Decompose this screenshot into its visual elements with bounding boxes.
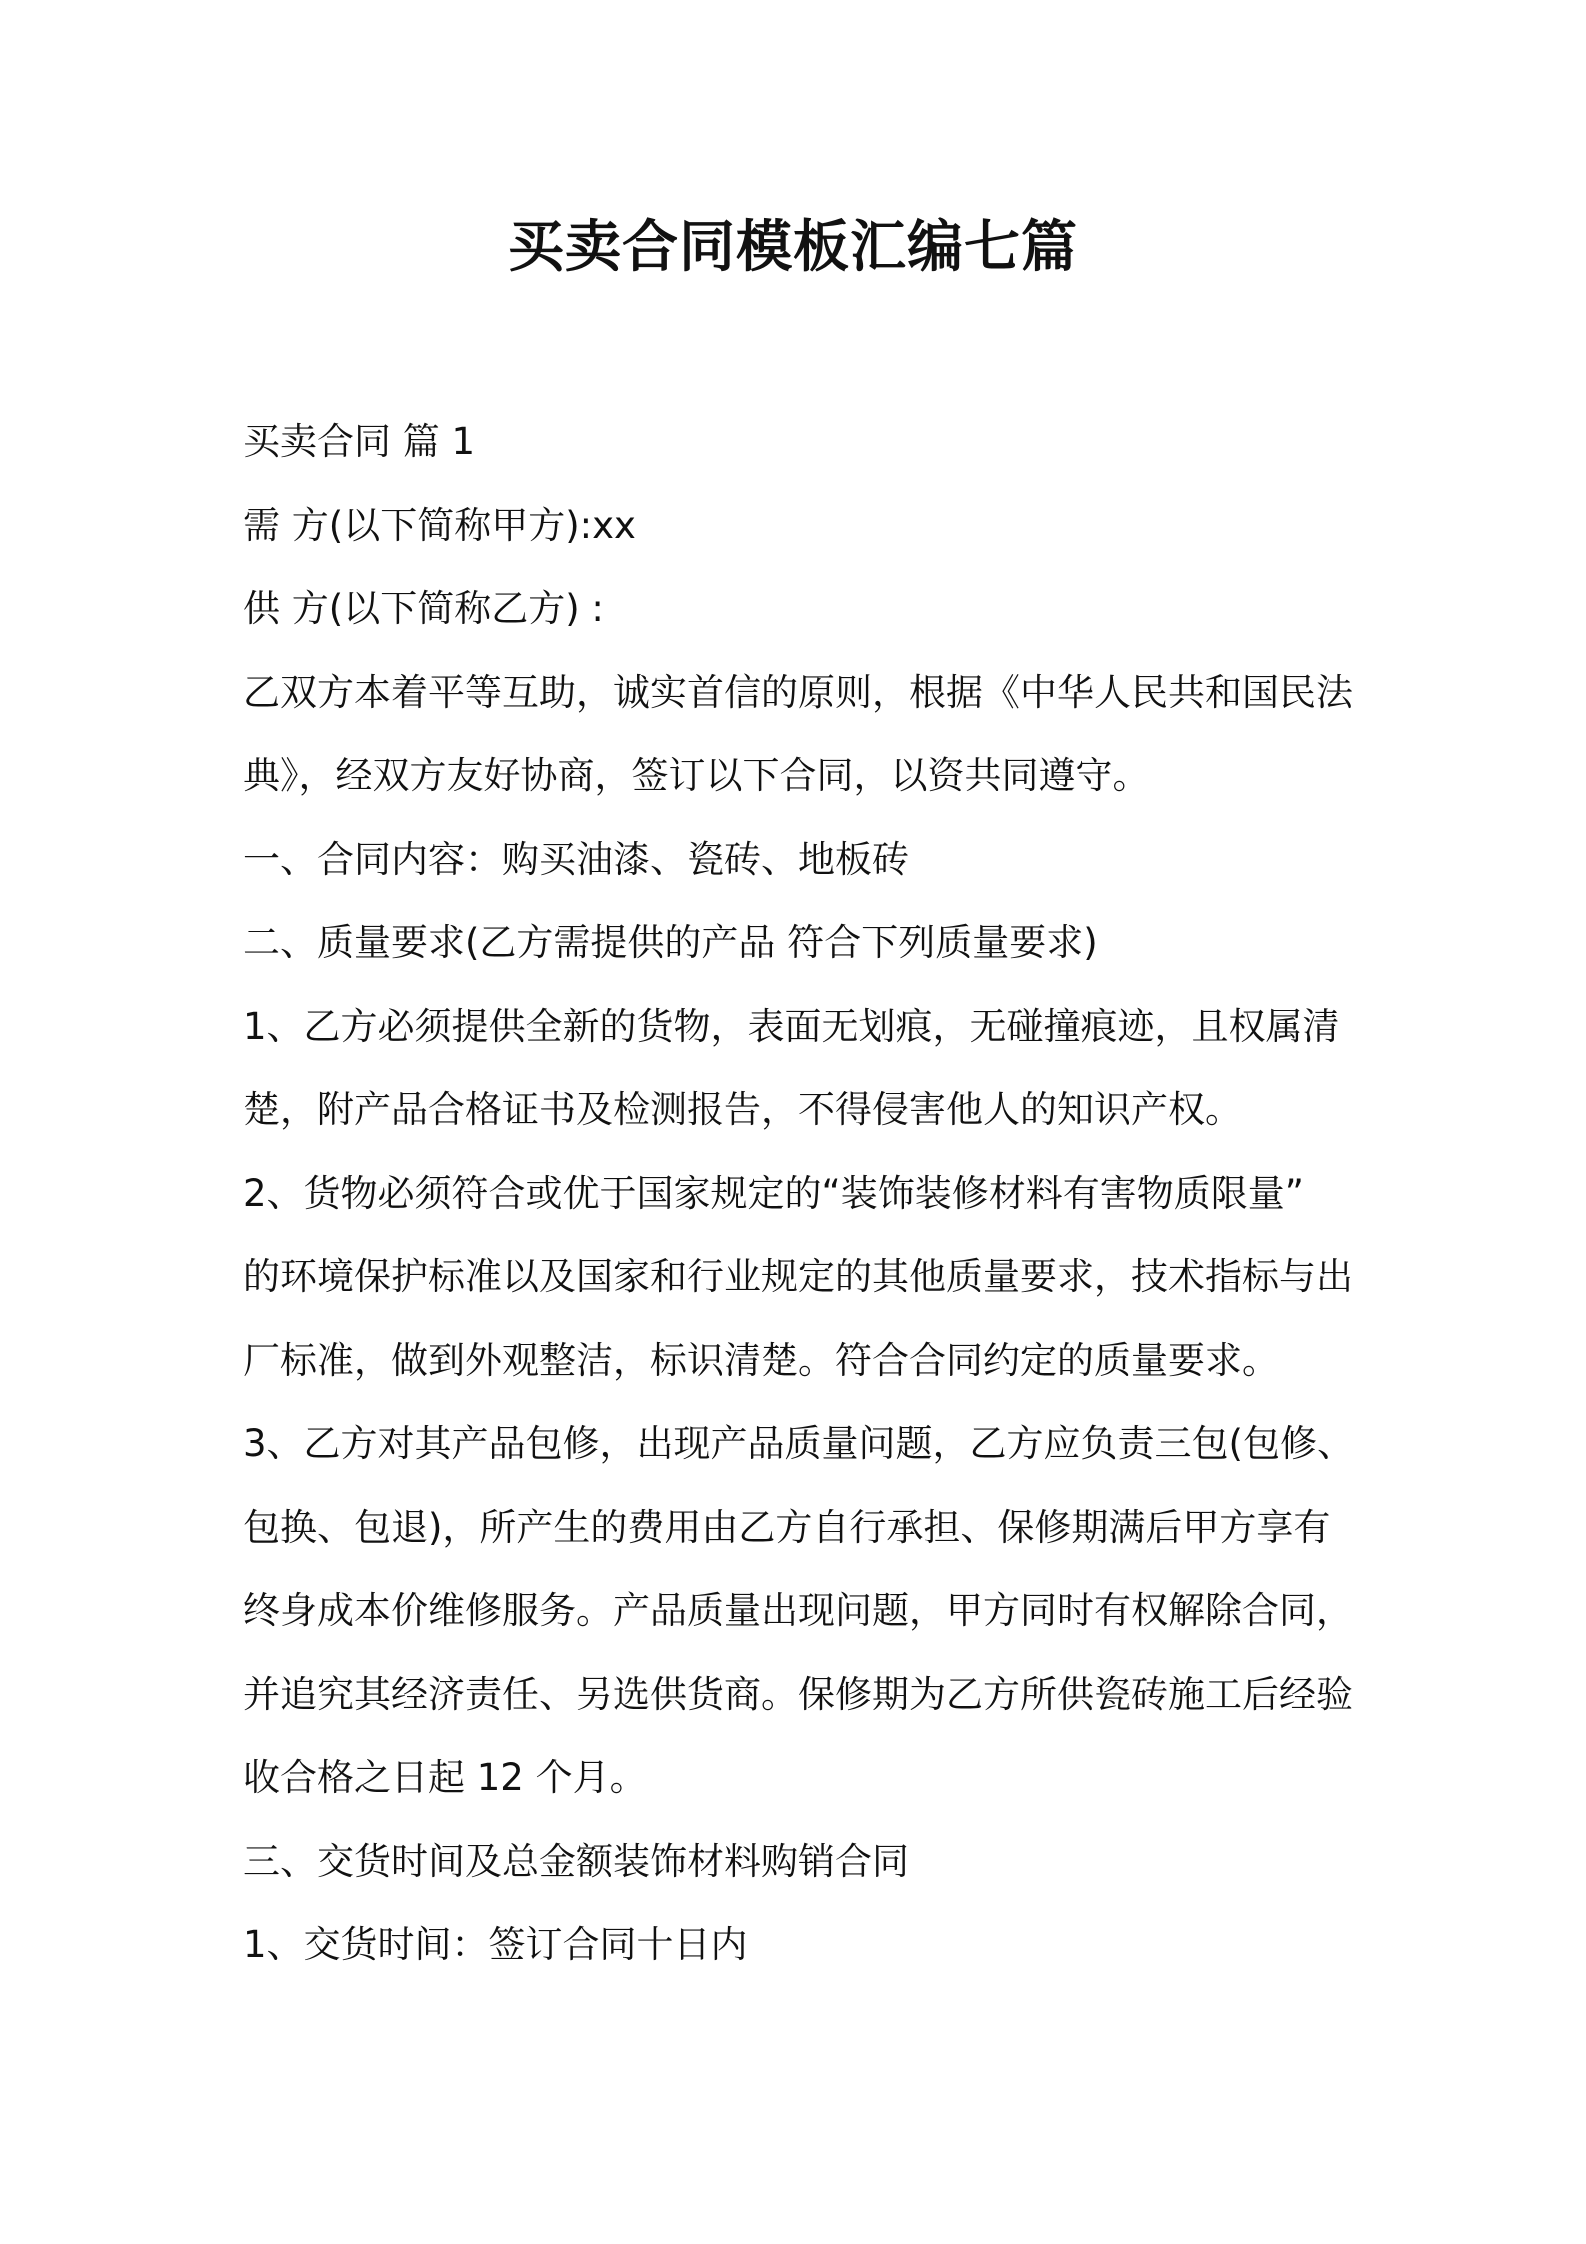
paragraph-line: 3、乙方对其产品包修，出现产品质量问题，乙方应负责三包(包修、 [243,1422,1354,1465]
paragraph-line: 厂标准，做到外观整洁，标识清楚。符合合同约定的质量要求。 [243,1338,1279,1382]
clause-heading: 二、质量要求(乙方需提供的产品 符合下列质量要求) [243,921,1098,964]
paragraph-line: 1、乙方必须提供全新的货物，表面无划痕，无碰撞痕迹，且权属清 [243,1004,1340,1048]
paragraph-line: 并追究其经济责任、另选供货商。保修期为乙方所供瓷砖施工后经验 [243,1672,1353,1716]
paragraph-line: 终身成本价维修服务。产品质量出现问题，甲方同时有权解除合同， [243,1589,1353,1632]
party-b-line: 供 方(以下简称乙方) : [243,587,604,630]
paragraph-line: 的环境保护标准以及国家和行业规定的其他质量要求，技术指标与出 [243,1255,1353,1298]
paragraph-line: 1、交货时间：签订合同十日内 [243,1923,748,1966]
paragraph-line: 楚，附产品合格证书及检测报告，不得侵害他人的知识产权。 [243,1088,1242,1131]
paragraph-line: 2、货物必须符合或优于国家规定的“装饰装修材料有害物质限量” [243,1171,1304,1215]
paragraph-line: 乙双方本着平等互助，诚实首信的原则，根据《中华人民共和国民法 [243,670,1353,714]
clause-heading: 一、合同内容：购买油漆、瓷砖、地板砖 [243,837,909,881]
document-title: 买卖合同模板汇编七篇 [508,215,1078,280]
clause-heading: 三、交货时间及总金额装饰材料购销合同 [243,1839,909,1883]
document-body [243,400,1363,1987]
paragraph-line: 包换、包退)，所产生的费用由乙方自行承担、保修期满后甲方享有 [243,1505,1331,1549]
paragraph-line: 典》，经双方友好协商，签订以下合同，以资共同遵守。 [243,754,1150,797]
party-a-line: 需 方(以下简称甲方):xx [243,503,636,547]
section-heading: 买卖合同 篇 1 [243,420,476,463]
paragraph-line: 收合格之日起 12 个月。 [243,1756,647,1799]
